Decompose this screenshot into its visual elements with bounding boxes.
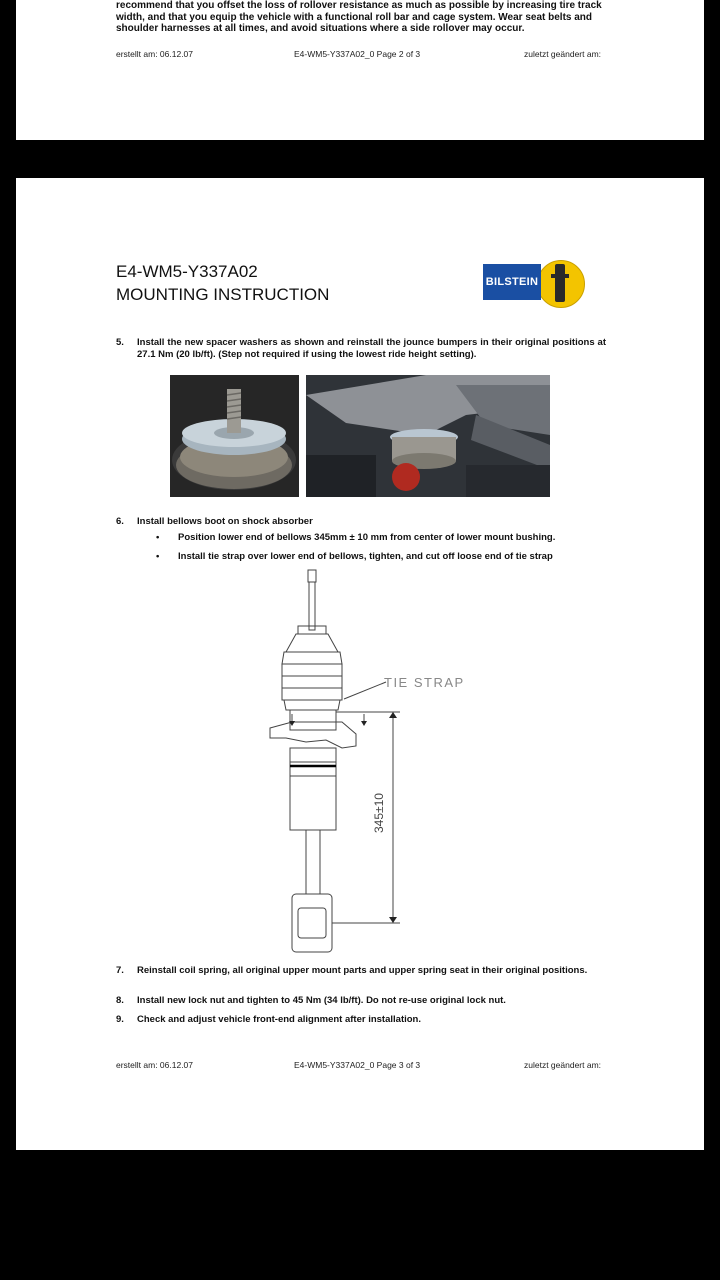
spacer-washer-illustration: [170, 375, 299, 497]
suspension-illustration: [306, 375, 550, 497]
step-text: Install bellows boot on shock absorber: [137, 516, 313, 527]
text-line: shoulder harnesses at all times, and avoid situations where a side rollover may occur.: [116, 23, 525, 34]
footer-changed: zuletzt geändert am:: [524, 1060, 602, 1070]
footer-created: erstellt am: 06.12.07: [116, 1060, 194, 1070]
logo-text: BILSTEIN: [483, 264, 541, 300]
footer-doc-page: E4-WM5-Y337A02_0 Page 2 of 3: [294, 49, 421, 59]
document-page-2: [16, 0, 704, 140]
title-heading: MOUNTING INSTRUCTION: [116, 285, 330, 304]
text-line: width, and that you equip the vehicle with a functional roll bar and cage system. Wear seat belts and: [116, 11, 593, 23]
bullet-text: Position lower end of bellows 345mm ± 10 mm from center of lower mount bushing.: [178, 532, 556, 543]
step-text: Check and adjust vehicle front-end alignment after installation.: [137, 1014, 421, 1025]
jounce-bumper-installed-photo: [306, 375, 550, 497]
document-page-3: E4-WM5-Y337A02 MOUNTING INSTRUCTION BILSTEIN 5. Install the new spacer washers as shown and reinstall the jounce bumpers in their original positions at 27.1 Nm (20 lb/ft). (Step not required if using the lowest ride height setting). 6. Install bellows boot on shock absorber • Position lower end of bellows 345mm ± 10 mm from center of lower mount bushing. • Install tie strap over lower end of bellows, tighten, and cut off loose end of tie strap 345±10 TIE STRAP 7. Reinstall coil spring, all original upper mount parts and upper spring seat in their original positions. 8. Install new lock nut and tighten to 45 Nm (34 lb/ft). Do not re-use original lock nut. 9. Check and adjust vehicle front-end alignment after installation. erstellt am: 06.12.07 E4-WM5-Y337A02_0 Page 3 of 3 zuletzt geändert am:: [16, 178, 704, 1150]
step-text: Reinstall coil spring, all original upper mount parts and upper spring seat in their original positions.: [137, 965, 588, 976]
shock-absorber-drawing: [246, 568, 476, 958]
dimension-label: 345±10: [372, 793, 386, 833]
step-number: 6.: [116, 516, 124, 527]
shock-absorber-diagram: [246, 568, 476, 958]
page-title: [116, 260, 329, 306]
step-text: Install the new spacer washers as shown and reinstall the jounce bumpers in their original positions at 27.1 Nm (20 lb/ft). (Step not required if using the lowest ride height setting).: [137, 337, 606, 360]
step-number: 8.: [116, 995, 124, 1006]
spacer-washer-photo: [170, 375, 299, 497]
text-line: recommend that you offset the loss of rollover resistance as much as possible by increasing tire track: [116, 0, 602, 11]
rollover-warning-text: [116, 0, 626, 35]
step-number: 5.: [116, 337, 124, 348]
bilstein-logo: [483, 260, 587, 308]
title-doc-number: E4-WM5-Y337A02: [116, 262, 258, 281]
footer-changed: zuletzt geändert am:: [524, 49, 602, 59]
footer-created: erstellt am: 06.12.07: [116, 49, 194, 59]
step-number: 9.: [116, 1014, 124, 1025]
footer-doc-page: E4-WM5-Y337A02_0 Page 3 of 3: [294, 1060, 421, 1070]
tie-strap-label: TIE STRAP: [384, 675, 465, 690]
bullet-text: Install tie strap over lower end of bellows, tighten, and cut off loose end of tie strap: [178, 551, 553, 562]
shock-absorber-icon: [555, 264, 565, 302]
step-text: Install new lock nut and tighten to 45 Nm (34 lb/ft). Do not re-use original lock nut.: [137, 995, 506, 1006]
step-number: 7.: [116, 965, 124, 976]
